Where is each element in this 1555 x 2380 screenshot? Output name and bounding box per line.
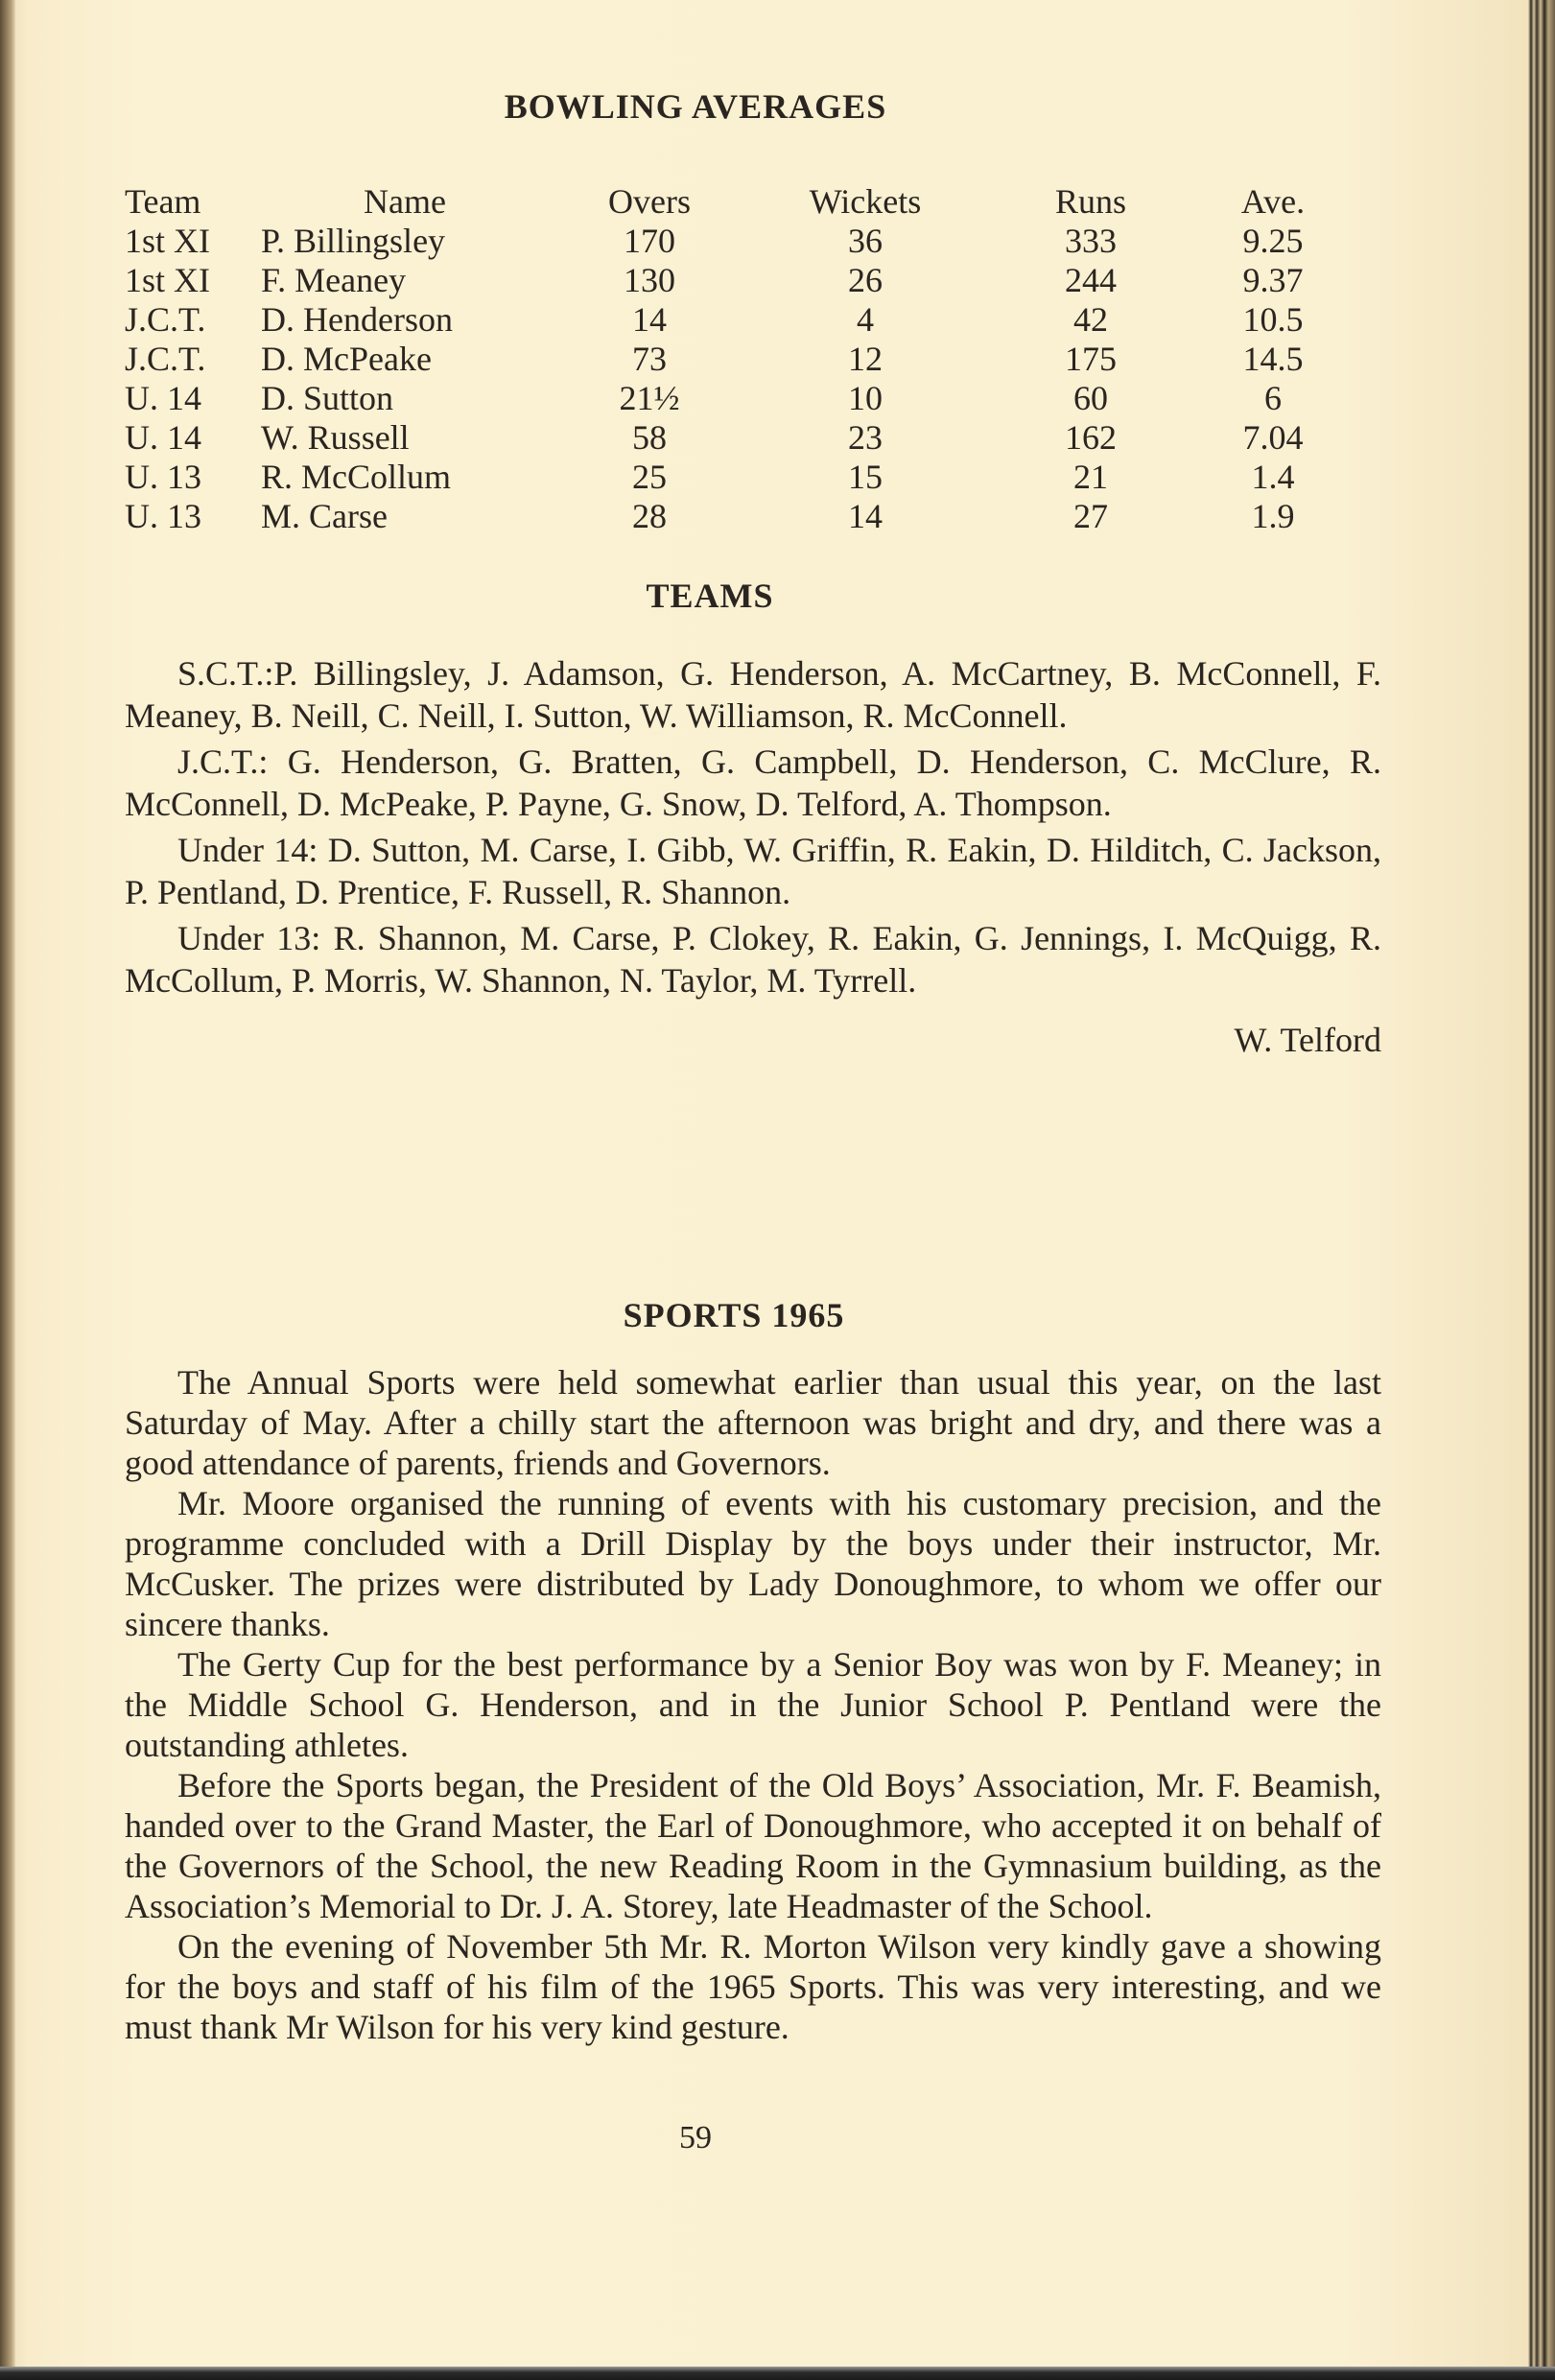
sports-paragraph: Mr. Moore organised the running of events with his customary precision, and the programme concluded with a Drill Display by the boys under their instructor, Mr. McCusker. The prizes were distributed by Lady Donoughmore, to whom we offer our sincere thanks. (125, 1484, 1381, 1643)
cell-ave: 9.37 (1242, 261, 1304, 299)
cell-overs: 58 (632, 418, 667, 457)
cell-wickets: 36 (848, 222, 883, 260)
cell-runs: 244 (1065, 261, 1117, 299)
cell-overs: 14 (632, 300, 667, 339)
cell-overs: 130 (624, 261, 675, 299)
bowling-averages-table (125, 168, 1345, 536)
cell-wickets: 12 (848, 340, 883, 378)
sports-report (125, 1362, 1381, 2047)
cell-ave: 9.25 (1242, 222, 1304, 260)
team-list-sct: S.C.T.:P. Billingsley, J. Adamson, G. Henderson, A. McCartney, B. McConnell, F. Meaney, B. Neill, C. Neill, I. Sutton, W. Williamson, R. McConnell. (125, 654, 1381, 735)
cell-wickets: 26 (848, 261, 883, 299)
cell-team: U. 13 (125, 497, 201, 535)
teams-section (125, 652, 1381, 1061)
cell-name: D. Henderson (261, 300, 453, 339)
cell-name: M. Carse (261, 497, 388, 535)
cell-ave: 1.9 (1251, 497, 1295, 535)
team-list-jct: J.C.T.: G. Henderson, G. Bratten, G. Campbell, D. Henderson, C. McClure, R. McConnell, D. McPeake, P. Payne, G. Snow, D. Telford, A. Thompson. (125, 742, 1381, 823)
cell-overs: 21½ (619, 379, 680, 417)
table-row (125, 379, 1345, 418)
table-row (125, 300, 1345, 340)
table-row (125, 261, 1345, 300)
sports-heading: SPORTS 1965 (623, 1296, 845, 1334)
column-header-ave: Ave. (1240, 182, 1306, 221)
table-row (125, 222, 1345, 261)
cell-runs: 175 (1065, 340, 1117, 378)
cell-name: D. Sutton (261, 379, 394, 417)
cell-name: P. Billingsley (261, 222, 446, 260)
cell-runs: 21 (1073, 458, 1108, 496)
book-spine-shadow (0, 0, 15, 2380)
team-list-under-13: Under 13: R. Shannon, M. Carse, P. Clokey, R. Eakin, G. Jennings, I. McQuigg, R. McCollum, P. Morris, W. Shannon, N. Taylor, M. Tyrrell. (125, 919, 1381, 1000)
cell-runs: 60 (1073, 379, 1108, 417)
table-row (125, 418, 1345, 458)
cell-ave: 7.04 (1242, 418, 1304, 457)
cell-overs: 170 (624, 222, 675, 260)
table-header-row (125, 168, 1345, 222)
cell-name: W. Russell (261, 418, 410, 457)
cell-team: 1st XI (125, 222, 210, 260)
cell-team: U. 13 (125, 458, 201, 496)
cell-wickets: 23 (848, 418, 883, 457)
table-row (125, 340, 1345, 379)
sports-paragraph: The Annual Sports were held somewhat earlier than usual this year, on the last Saturday of May. After a chilly start the afternoon was bright and dry, and there was a good attendance of parents, friends and Governors. (125, 1363, 1381, 1482)
cell-runs: 333 (1065, 222, 1117, 260)
cell-wickets: 10 (848, 379, 883, 417)
cell-wickets: 15 (848, 458, 883, 496)
cell-wickets: 14 (848, 497, 883, 535)
cell-overs: 28 (632, 497, 667, 535)
cell-ave: 14.5 (1242, 340, 1304, 378)
sports-paragraph: Before the Sports began, the President of the Old Boys’ Association, Mr. F. Beamish, handed over to the Grand Master, the Earl of Donoughmore, who accepted it on behalf of the Governors of the School, the new Reading Room in the Gymnasium building, as the Association’s Memorial to Dr. J. A. Storey, late Headmaster of the School. (125, 1766, 1381, 1925)
cell-runs: 27 (1073, 497, 1108, 535)
cell-name: D. McPeake (261, 340, 432, 378)
sports-paragraph: On the evening of November 5th Mr. R. Morton Wilson very kindly gave a showing for the boys and staff of his film of the 1965 Sports. This was very interesting, and we must thank Mr Wilson for his very kind gesture. (125, 1927, 1381, 2046)
cell-name: R. McCollum (261, 458, 452, 496)
cell-team: U. 14 (125, 379, 201, 417)
column-header-wickets: Wickets (809, 182, 922, 221)
teams-heading: TEAMS (646, 577, 774, 615)
team-list-under-14: Under 14: D. Sutton, M. Carse, I. Gibb, W. Griffin, R. Eakin, D. Hilditch, C. Jackson, P. Pentland, D. Prentice, F. Russell, R. Shannon. (125, 831, 1381, 911)
scanner-edge-shadow (0, 2367, 1555, 2380)
column-header-overs: Overs (608, 182, 691, 221)
page-number: 59 (679, 2120, 712, 2156)
cell-team: J.C.T. (125, 340, 206, 378)
table-row (125, 458, 1345, 497)
page-edges (1528, 0, 1555, 2380)
cell-ave: 10.5 (1242, 300, 1304, 339)
cell-name: F. Meaney (261, 261, 407, 299)
sports-paragraph: The Gerty Cup for the best performance by a Senior Boy was won by F. Meaney; in the Middle School G. Henderson, and in the Junior School P. Pentland were the outstanding athletes. (125, 1645, 1381, 1764)
column-header-team: Team (125, 182, 201, 221)
cell-team: J.C.T. (125, 300, 206, 339)
column-header-runs: Runs (1054, 182, 1127, 221)
column-header-name: Name (364, 182, 446, 221)
cell-overs: 73 (632, 340, 667, 378)
cell-runs: 162 (1065, 418, 1117, 457)
table-row (125, 497, 1345, 536)
cell-overs: 25 (632, 458, 667, 496)
cell-team: 1st XI (125, 261, 210, 299)
author-signature: W. Telford (1234, 1021, 1381, 1059)
cell-team: U. 14 (125, 418, 201, 457)
cell-ave: 6 (1264, 379, 1282, 417)
cell-ave: 1.4 (1251, 458, 1295, 496)
bowling-averages-heading: BOWLING AVERAGES (504, 87, 887, 126)
cell-runs: 42 (1073, 300, 1108, 339)
cell-wickets: 4 (857, 300, 874, 339)
